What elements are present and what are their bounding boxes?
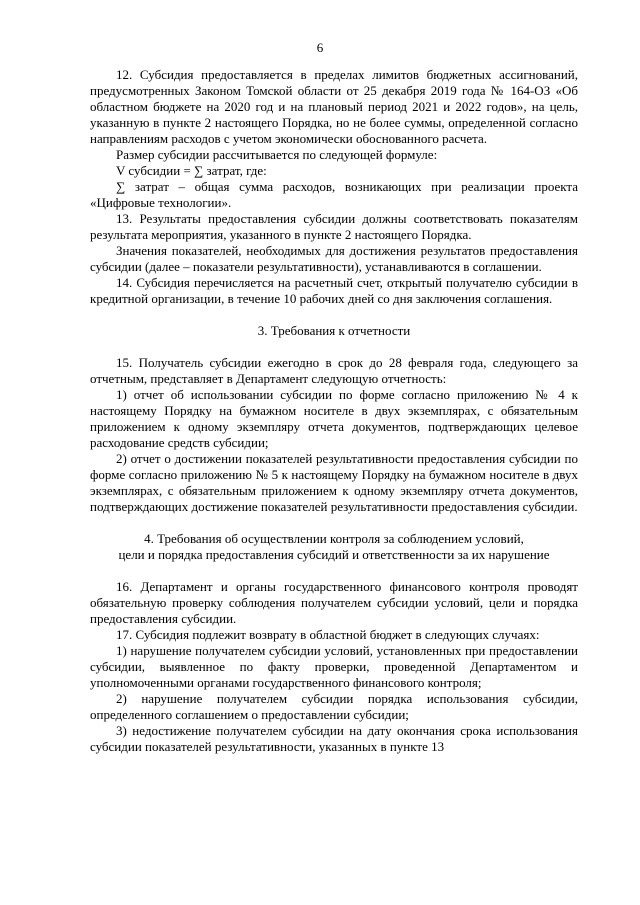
section-4-title-line-1: 4. Требования об осуществлении контроля за соблюдением условий, — [144, 531, 524, 546]
paragraph-17-item-3: 3) недостижение получателем субсидии на дату окончания срока использования субсидии показателей результативности, указанных в пункте 13 — [90, 723, 578, 754]
document-body — [90, 67, 578, 755]
paragraph-15-item-2: 2) отчет о достижении показателей результативности предоставления субсидии по форме согласно приложению № 5 к настоящему Порядку на бумажном носителе в двух экземплярах, с обязательным приложением к одному экземпляру отчета документов, подтверждающих достижение показателей результативности предоставления субсидии. — [90, 451, 578, 514]
formula-intro: Размер субсидии рассчитывается по следующей формуле: — [116, 147, 438, 162]
formula: V субсидии = ∑ затрат, где: — [116, 163, 267, 178]
paragraph-14: 14. Субсидия перечисляется на расчетный счет, открытый получателю субсидии в кредитной организации, в течение 10 рабочих дней со дня заключения соглашения. — [90, 275, 578, 306]
paragraph-15-item-1: 1) отчет об использовании субсидии по форме согласно приложению № 4 к настоящему Порядку на бумажном носителе в двух экземплярах, с обязательным приложением к одному экземпляру отчета документов, подтверждающих целевое расходование средств субсидии; — [90, 387, 578, 450]
paragraph-15: 15. Получатель субсидии ежегодно в срок до 28 февраля года, следующего за отчетным, представляет в Департамент следующую отчетность: — [90, 355, 578, 386]
formula-definition: ∑ затрат – общая сумма расходов, возникающих при реализации проекта «Цифровые технологии». — [90, 179, 578, 210]
paragraph-16: 16. Департамент и органы государственного финансового контроля проводят обязательную проверку соблюдения получателем субсидии условий, цели и порядка предоставления субсидии. — [90, 579, 578, 626]
paragraph-17-item-1: 1) нарушение получателем субсидии условий, установленных при предоставлении субсидии, выявленное по факту проверки, проведенной Департаментом и уполномоченными органами государственного финансового контроля; — [90, 643, 578, 690]
paragraph-17-item-2: 2) нарушение получателем субсидии порядка использования субсидии, определенного соглашением о предоставлении субсидии; — [90, 691, 578, 722]
paragraph-12: 12. Субсидия предоставляется в пределах лимитов бюджетных ассигнований, предусмотренных Законом Томской области от 25 декабря 2019 года № 164-ОЗ «Об областном бюджете на 2020 год и на плановый период 2021 и 2022 годов», на цель, указанную в пункте 2 настоящего Порядка, но не более суммы, определенной согласно направлениям расходов с учетом экономически обоснованного расчета. — [90, 67, 578, 146]
page-number: 6 — [316, 40, 324, 55]
paragraph-17: 17. Субсидия подлежит возврату в областной бюджет в следующих случаях: — [116, 627, 540, 642]
section-3-title: 3. Требования к отчетности — [257, 323, 411, 338]
paragraph-13-values: Значения показателей, необходимых для достижения результатов предоставления субсидии (далее – показатели результативности), устанавливаются в соглашении. — [90, 243, 578, 274]
section-4-title-line-2: цели и порядка предоставления субсидий и ответственности за их нарушение — [118, 547, 550, 562]
paragraph-13: 13. Результаты предоставления субсидии должны соответствовать показателям результата мероприятия, указанного в пункте 2 настоящего Порядка. — [90, 211, 578, 242]
